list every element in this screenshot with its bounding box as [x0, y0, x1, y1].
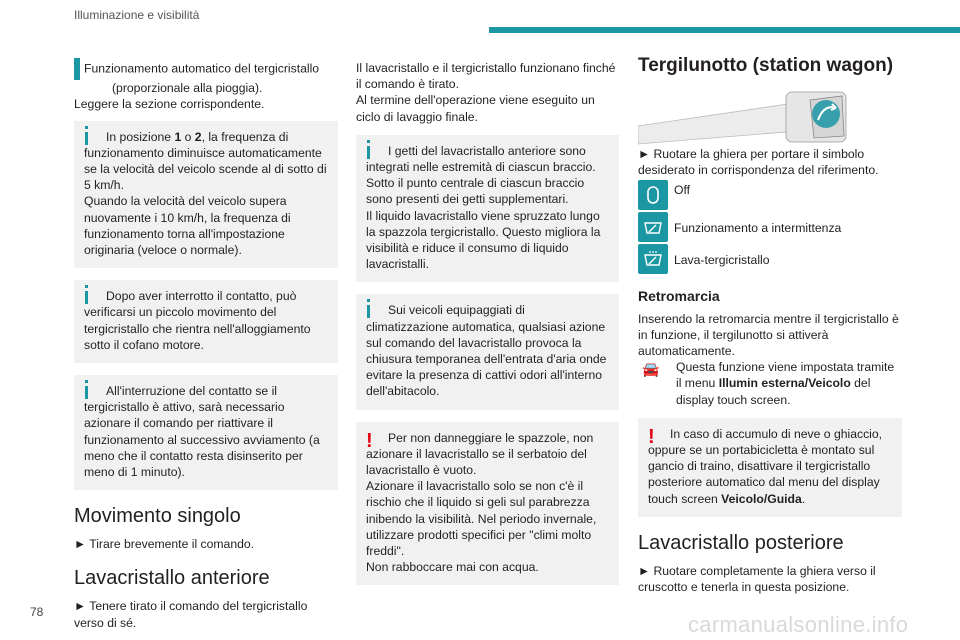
running-header: Illuminazione e visibilità — [74, 8, 200, 22]
note-jets-text-2: Sotto il punto centrale di ciascun braccio sono presenti dei getti supplementari. — [366, 176, 585, 207]
front-washer-text: ► Tenere tirato il comando del tergicristallo verso di sé. — [74, 599, 308, 630]
header-accent-bar — [489, 27, 960, 33]
function-setting-text: 🚘 Questa funzione viene impostata tramite il menu Illumin esterna/Veicolo del display touch screen. — [642, 360, 895, 407]
note-speed-text: In posizione 1 o 2, la frequenza di funzionamento diminuisce automaticamente se la velocità del veicolo scende al di sotto di 5 km/h. — [84, 129, 327, 193]
heading-front-washer: Lavacristallo anteriore — [74, 567, 270, 590]
auto-text: Funzionamento automatico del tergicristallo (proporzionale alla pioggia). — [84, 61, 320, 96]
column-2 — [356, 60, 619, 585]
option-off — [638, 180, 902, 210]
auto-wiper-icon: AUTO — [74, 58, 80, 80]
warning-icon: ! — [366, 429, 373, 452]
warning-icon: ! — [648, 425, 655, 448]
wiper-stalk-illustration — [638, 86, 902, 136]
note-climate-text: Sui veicoli equipaggiati di climatizzazione automatica, qualsiasi azione sul comando del lavacristallo provoca la chiusura temporanea dell'entrata d'aria onde evitare la presenza di cattivi odori all'interno dell'abitacolo. — [366, 303, 607, 399]
info-note-contact — [74, 280, 338, 363]
option-off-label: Off — [674, 183, 691, 198]
warning-note-washer — [356, 422, 619, 586]
note-reactivate-text: All'interruzione del contatto se il tergicristallo è attivo, sarà necessario azionare il comando per riattivare il funzionamento al successivo avviamento (a meno che il contatto resta disinserito per meno di 1 minuto). — [84, 384, 320, 480]
heading-reverse: Retromarcia — [638, 288, 720, 305]
warning-washer-text-3: Non rabboccare mai con acqua. — [366, 560, 539, 575]
rotate-ring-text: ► Ruotare la ghiera per portare il simbolo desiderato in corrispondenza del riferimento. — [638, 147, 879, 178]
info-icon — [85, 386, 88, 399]
washer-cycle-text: Al termine dell'operazione viene eseguito un ciclo di lavaggio finale. — [356, 93, 595, 124]
single-movement-text: ► Tirare brevemente il comando. — [74, 537, 255, 552]
info-icon — [367, 305, 370, 318]
warning-washer-text-2: Azionare il lavacristallo solo se non c'è il rischio che il liquido si geli sul parabrezza inibendo la visibilità. Nel periodo invernale, utilizzare prodotti specifici per "climi molto freddi". — [366, 479, 597, 559]
washer-operation-text: Il lavacristallo e il tergicristallo funzionano finché il comando è tirato. — [356, 61, 616, 92]
rear-washer-text: ► Ruotare completamente la ghiera verso il cruscotto e tenerla in questa posizione. — [638, 563, 876, 595]
note-contact-text: Dopo aver interrotto il contatto, può verificarsi un piccolo movimento del tergicristallo che rientra nell'alloggiamento sotto il cofano motore. — [84, 289, 311, 352]
option-wash-label: Lava-tergicristallo — [674, 253, 770, 268]
note-speed-text-2: Quando la velocità del veicolo supera nuovamente i 10 km/h, la frequenza di funzionamento torna all'impostazione originaria (veloce o normale). — [84, 194, 291, 258]
rear-washer-icon — [638, 244, 668, 274]
info-icon — [85, 132, 88, 145]
note-jets-text: I getti del lavacristallo anteriore sono integrati nelle estremità di ciascun braccio. — [366, 143, 596, 175]
column-1 — [39, 58, 338, 631]
warning-note-snow — [638, 418, 902, 517]
warning-washer-text: Per non danneggiare le spazzole, non azionare il lavacristallo se il serbatoio del lavacristallo è vuoto. — [366, 430, 594, 478]
option-intermittent-label: Funzionamento a intermittenza — [674, 221, 842, 236]
note-jets-text-3: Il liquido lavacristallo viene spruzzato lungo la spazzola tergicristallo. Questo migliora la visibilità e riduce il consumo di liquido lavacristalli. — [366, 208, 601, 272]
info-note-speed — [74, 121, 338, 269]
wiper-stalk-drawing — [638, 86, 902, 146]
option-wash — [638, 244, 902, 274]
reverse-text: Inserendo la retromarcia mentre il tergicristallo è in funzione, il tergilunotto si attiverà automaticamente. — [638, 311, 899, 359]
info-note-jets — [356, 135, 619, 283]
info-note-climate — [356, 294, 619, 409]
page-number: 78 — [30, 605, 44, 619]
option-intermittent — [638, 212, 902, 242]
heading-rear-wiper: Tergilunotto (station wagon) — [638, 55, 894, 76]
heading-rear-washer: Lavacristallo posteriore — [638, 531, 844, 554]
warning-snow-text: In caso di accumulo di neve o ghiaccio, oppure se un portabicicletta è montato sul gancio di traino, disattivare il tergicristallo posteriore automatico dal menu del display touch screen Veicolo/Guida. — [648, 426, 883, 506]
info-icon — [85, 291, 88, 304]
column-3 — [638, 54, 902, 595]
info-note-reactivate — [74, 375, 338, 490]
info-icon — [367, 146, 370, 159]
heading-single-movement: Movimento singolo — [74, 505, 241, 528]
wiper-off-icon — [638, 180, 668, 210]
auto-paragraph — [39, 58, 338, 96]
rear-wiper-intermittent-icon — [638, 212, 668, 242]
auto-reference: Leggere la sezione corrispondente. — [74, 97, 265, 112]
watermark: carmanualsonline.info — [688, 612, 909, 637]
car-icon: 🚘 — [642, 361, 660, 378]
